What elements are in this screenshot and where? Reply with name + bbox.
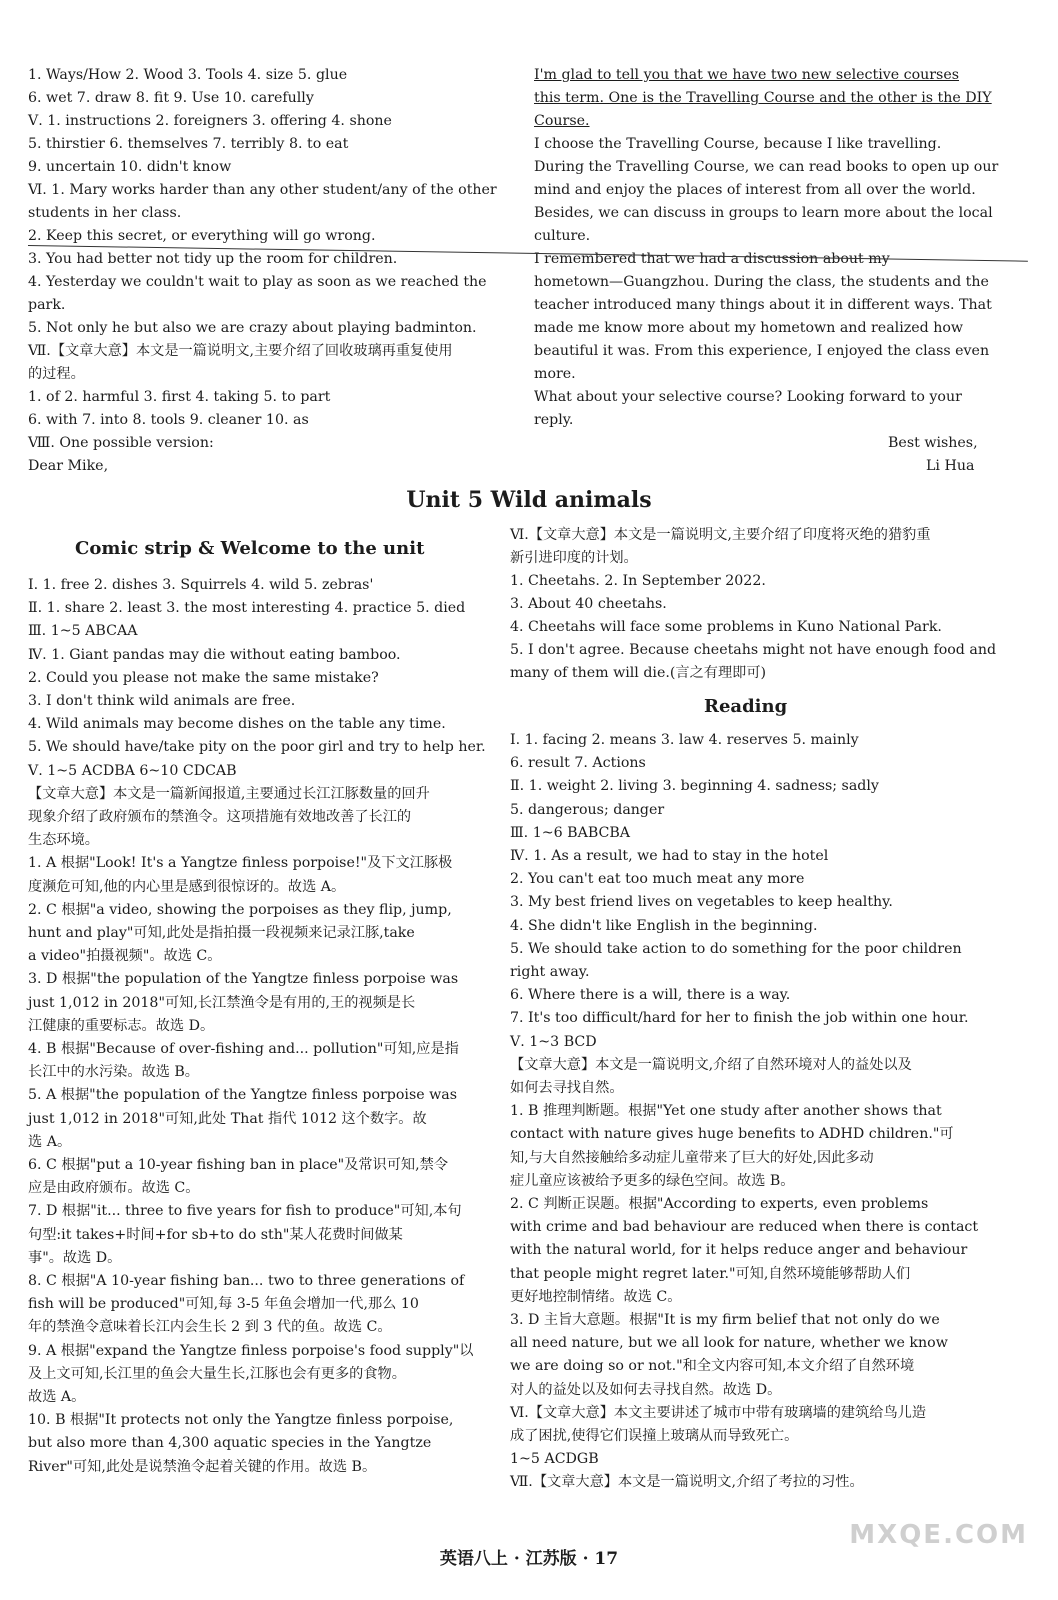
text-line: Ⅷ. One possible version: [28,435,214,451]
text-line: 10. B 根据"It protects not only the Yangtze finless porpoise, [28,1412,454,1429]
text-line: Ⅳ. 1. As a result, we had to stay in the hotel [510,848,829,864]
text-line: 知,与大自然接触给多动症儿童带来了巨大的好处,因此多动 [510,1149,874,1166]
text-line: 5. Not only he but also we are crazy about playing badminton. [28,320,477,336]
text-line: 4. She didn't like English in the beginning. [510,917,818,934]
text-line: 对人的益处以及如何去寻找自然。故选 D。 [510,1381,782,1398]
text-line: with the natural world, for it helps reduce anger and behaviour [510,1242,968,1259]
text-line: contact with nature gives huge benefits to ADHD children."可 [510,1126,954,1143]
text-line: 2. Could you please not make the same mistake? [28,669,379,686]
text-line: 如何去寻找自然。 [510,1080,624,1096]
text-line: hometown—Guangzhou. During the class, the students and the [534,274,989,290]
text-line: 应是由政府颁布。故选 C。 [28,1180,200,1197]
text-line: 年的禁渔令意味着长江内会生长 2 到 3 代的鱼。故选 C。 [28,1319,392,1336]
text-line: 7. D 根据"it... three to five years for fish to produce"可知,本句 [28,1203,462,1220]
text-line: right away. [510,964,590,980]
text-line: 4. B 根据"Because of over-fishing and... pollution"可知,应是指 [28,1041,459,1057]
text-line: During the Travelling Course, we can read books to open up our [534,159,999,175]
text-line: 5. thirstier 6. themselves 7. terribly 8. to eat [28,136,349,152]
text-line: Ⅰ. 1. facing 2. means 3. law 4. reserves 5. mainly [510,732,859,748]
text-line: 【文章大意】本文是一篇说明文,介绍了自然环境对人的益处以及 [510,1056,912,1073]
text-line: Ⅲ. 1~5 ABCAA [28,623,138,640]
text-line: 3. My best friend lives on vegetables to keep healthy. [510,894,893,911]
text-line: we are doing so or not."和全文内容可知,本文介绍了自然环境 [510,1358,915,1375]
text-line: 6. C 根据"put a 10-year fishing ban in place"及常识可知,禁令 [28,1157,449,1173]
text-line: 2. Keep this secret, or everything will go wrong. [28,228,376,244]
text-line: I'm glad to tell you that we have two new selective courses [534,67,960,83]
text-line: reply. [534,412,574,428]
text-line: more. [534,366,576,382]
text-line: 1. A 根据"Look! It's a Yangtze finless porpoise!"及下文江豚极 [28,855,453,872]
text-line: Ⅴ. 1~5 ACDBA 6~10 CDCAB [28,762,237,779]
text-line: 成了困扰,使得它们误撞上玻璃从而导致死亡。 [510,1428,799,1444]
text-line: 3. D 主旨大意题。根据"It is my firm belief that not only do we [510,1312,940,1328]
text-line: 1~5 ACDGB [510,1451,599,1468]
text-line: that people might regret later."可知,自然环境能够帮助人们 [510,1265,911,1282]
text-line: I remembered that we had a discussion about my [534,251,890,267]
text-line: 事"。故选 D。 [28,1249,122,1266]
text-line: many of them will die.(言之有理即可) [510,665,767,681]
text-line: 4. Wild animals may become dishes on the table any time. [28,716,446,733]
text-line: with crime and bad behaviour are reduced when there is contact [510,1219,979,1236]
text-line: this term. One is the Travelling Course and the other is the DIY [534,90,992,106]
text-line: Ⅶ.【文章大意】本文是一篇说明文,主要介绍了回收玻璃再重复使用 [28,343,453,359]
text-line: teacher introduced many things about it in different ways. That [534,297,992,313]
text-line: 6. Where there is a will, there is a way. [510,987,791,1004]
text-line: 2. C 判断正误题。根据"According to experts, even problems [510,1196,929,1212]
text-line: 6. with 7. into 8. tools 9. cleaner 10. as [28,412,309,428]
section-title-reading: Reading [704,696,788,717]
text-line: 更好地控制情绪。故选 C。 [510,1288,682,1305]
text-line: 5. I don't agree. Because cheetahs might not have enough food and [510,642,997,658]
text-line: but also more than 4,300 aquatic species in the Yangtze [28,1435,432,1452]
text-line: I choose the Travelling Course, because I like travelling. [534,136,942,152]
text-line: Ⅳ. 1. Giant pandas may die without eating bamboo. [28,646,401,663]
text-line: 2. You can't eat too much meat any more [510,871,805,888]
text-line: Ⅶ.【文章大意】本文是一篇说明文,介绍了考拉的习性。 [510,1474,864,1491]
signoff: Best wishes, [888,435,978,451]
signature: Li Hua [926,458,975,474]
text-line: 故选 A。 [28,1389,86,1405]
text-line: 的过程。 [28,366,85,382]
text-line: 江健康的重要标志。故选 D。 [28,1017,215,1034]
text-line: 8. C 根据"A 10-year fishing ban... two to three generations of [28,1273,465,1289]
text-line: 1. Ways/How 2. Wood 3. Tools 4. size 5. glue [28,67,348,83]
text-line: fish will be produced"可知,每 3-5 年鱼会增加一代,那么 10 [28,1296,419,1313]
text-line: just 1,012 in 2018"可知,此处 That 指代 1012 这个数字。故 [28,1110,427,1127]
text-line: 3. You had better not tidy up the room for children. [28,251,398,267]
text-line: 5. dangerous; danger [510,801,665,818]
text-line: 选 A。 [28,1133,72,1150]
text-line: Ⅵ.【文章大意】本文是一篇说明文,主要介绍了印度将灭绝的猎豹重 [510,527,931,543]
text-line: 1. Cheetahs. 2. In September 2022. [510,573,766,589]
unit-title: Unit 5 Wild animals [406,487,652,513]
text-line: Course. [534,113,590,129]
text-line: 度濒危可知,他的内心里是感到很惊讶的。故选 A。 [28,878,346,895]
text-line: a video"拍摄视频"。故选 C。 [28,948,222,965]
text-line: 3. D 根据"the population of the Yangtze finless porpoise was [28,971,459,988]
text-line: beautiful it was. From this experience, I enjoyed the class even [534,343,990,359]
text-line: Ⅵ.【文章大意】本文主要讲述了城市中带有玻璃墙的建筑给鸟儿造 [510,1404,927,1421]
text-line: 4. Cheetahs will face some problems in Kuno National Park. [510,619,942,635]
text-line: 3. I don't think wild animals are free. [28,693,296,709]
text-line: 1. B 推理判断题。根据"Yet one study after another shows that [510,1103,942,1120]
text-line: made me know more about my hometown and realized how [534,320,964,336]
page-footer: 英语八上 · 江苏版 · 17 [439,1549,619,1569]
text-line: 7. It's too difficult/hard for her to finish the job within one hour. [510,1010,969,1027]
text-line: 6. result 7. Actions [510,755,646,772]
text-line: 9. A 根据"expand the Yangtze finless porpoise's food supply"以 [28,1342,474,1359]
text-line: hunt and play"可知,此处是指拍摄一段视频来记录江豚,take [28,925,415,941]
text-line: 生态环境。 [28,832,99,849]
text-line: Ⅴ. 1~3 BCD [510,1033,597,1050]
text-line: Ⅴ. 1. instructions 2. foreigners 3. offering 4. shone [28,113,392,129]
text-line: Ⅲ. 1~6 BABCBA [510,824,631,841]
text-line: 长江中的水污染。故选 B。 [28,1064,199,1081]
text-line: 4. Yesterday we couldn't wait to play as soon as we reached the [28,274,487,290]
text-line: all need nature, but we all look for nature, whether we know [510,1335,948,1352]
text-line: 9. uncertain 10. didn't know [28,159,232,175]
text-line: 现象介绍了政府颁布的禁渔令。这项措施有效地改善了长江的 [28,809,412,825]
text-line: 2. C 根据"a video, showing the porpoises as they flip, jump, [28,901,452,918]
text-line: Ⅱ. 1. weight 2. living 3. beginning 4. sadness; sadly [510,778,879,795]
text-line: 3. About 40 cheetahs. [510,596,667,612]
text-line: Besides, we can discuss in groups to learn more about the local [534,205,993,221]
section-title-comic: Comic strip & Welcome to the unit [75,538,425,559]
text-line: just 1,012 in 2018"可知,长江禁渔令是有用的,王的视频是长 [28,994,416,1011]
text-line: 6. wet 7. draw 8. fit 9. Use 10. carefully [28,90,314,106]
text-line: culture. [534,228,591,244]
text-line: students in her class. [28,205,182,221]
text-line: 5. We should have/take pity on the poor girl and try to help her. [28,739,486,756]
text-line: 新引进印度的计划。 [510,550,638,566]
text-line: park. [28,297,66,313]
text-line: River"可知,此处是说禁渔令起着关键的作用。故选 B。 [28,1458,377,1475]
text-line: 及上文可知,长江里的鱼会大量生长,江豚也会有更多的食物。 [28,1365,406,1382]
text-line: 1. of 2. harmful 3. first 4. taking 5. to part [28,389,331,405]
text-line: Dear Mike, [28,458,109,474]
text-line: Ⅰ. 1. free 2. dishes 3. Squirrels 4. wild 5. zebras' [28,577,374,593]
text-line: Ⅵ. 1. Mary works harder than any other student/any of the other [28,182,497,198]
text-line: What about your selective course? Looking forward to your [534,389,962,405]
text-line: Ⅱ. 1. share 2. least 3. the most interesting 4. practice 5. died [28,600,466,617]
text-line: 5. A 根据"the population of the Yangtze finless porpoise was [28,1087,458,1104]
watermark-logo: MXQE.COM [849,1520,1028,1550]
text-line: mind and enjoy the places of interest from all over the world. [534,182,976,198]
text-line: 【文章大意】本文是一篇新闻报道,主要通过长江江豚数量的回升 [28,785,430,802]
text-line: 5. We should take action to do something for the poor children [510,940,962,957]
text-line: 句型:it takes+时间+for sb+to do sth"某人花费时间做某 [28,1226,403,1243]
text-line: 症儿童应该被给予更多的绿色空间。故选 B。 [510,1172,795,1189]
